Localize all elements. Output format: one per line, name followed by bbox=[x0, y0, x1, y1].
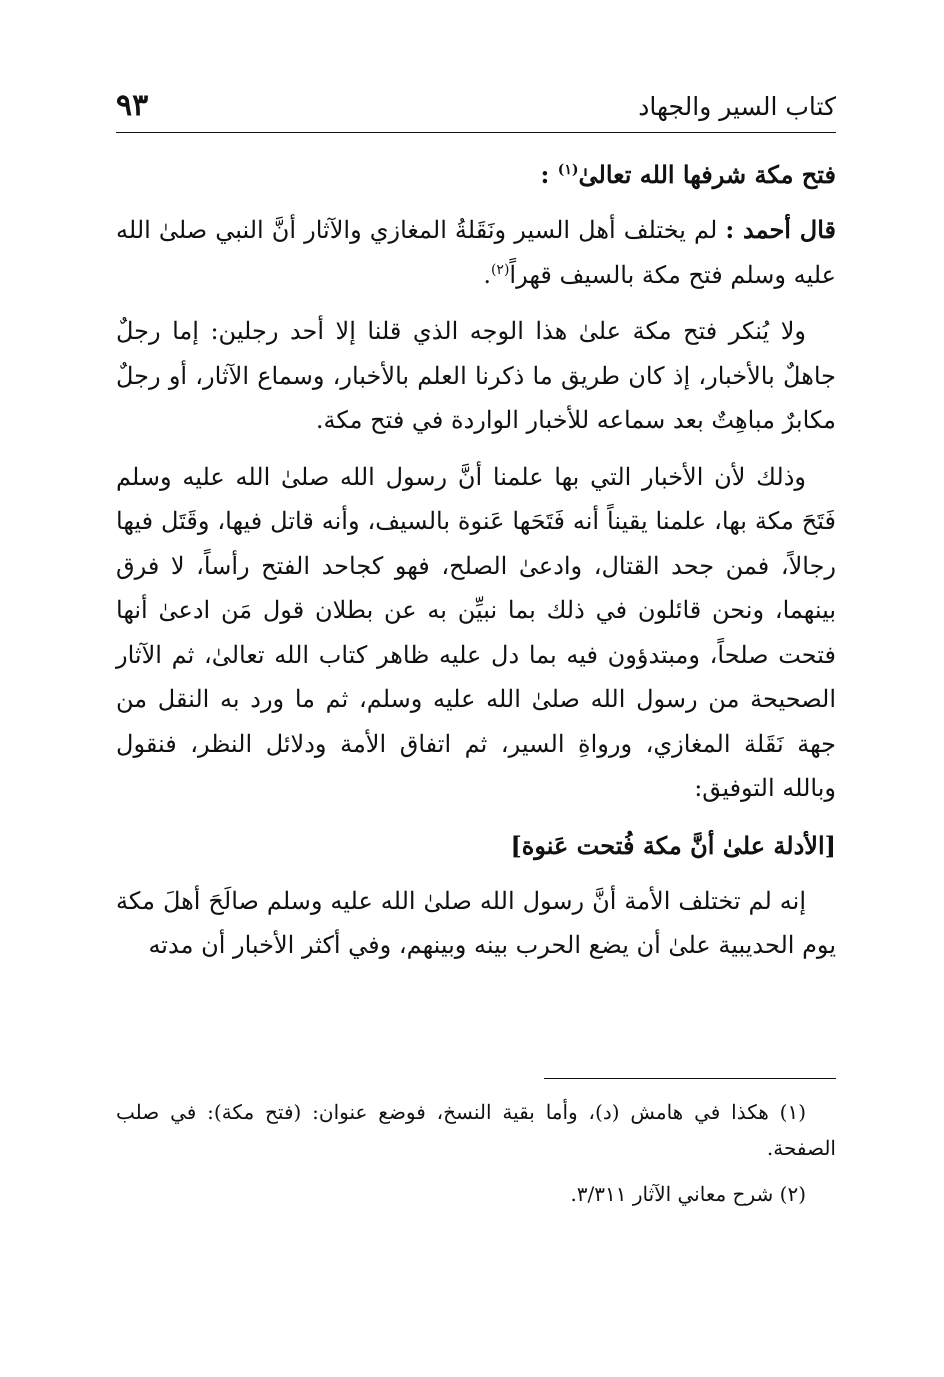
footnote-ref-2[interactable]: (٢) bbox=[490, 261, 510, 278]
page-number: ٩٣ bbox=[116, 88, 149, 123]
chapter-heading-text: فتح مكة شرفها الله تعالىٰ bbox=[578, 160, 836, 189]
paragraph-2: ولا يُنكر فتح مكة علىٰ هذا الوجه الذي قلنا إلا أحد رجلين: إما رجلٌ جاهلٌ بالأخبار، إذ كان طريق ما ذكرنا العلم بالأخبار، وسماع الآثار، أو رجلٌ مكابرٌ مباهِتٌ بعد سماعه للأخبار الواردة في فتح مكة. bbox=[116, 317, 836, 434]
main-text bbox=[116, 152, 836, 980]
heading-colon: : bbox=[540, 160, 558, 189]
book-section-title: كتاب السير والجهاد bbox=[638, 92, 836, 121]
paragraph-4: إنه لم تختلف الأمة أنَّ رسول الله صلىٰ الله عليه وسلم صالَحَ أهلَ مكة يوم الحديبية علىٰ أن يضع الحرب بينه وبينهم، وفي أكثر الأخبار أن مدته bbox=[116, 886, 836, 959]
running-header bbox=[116, 88, 836, 133]
paragraph-3: وذلك لأن الأخبار التي بها علمنا أنَّ رسول الله صلىٰ الله عليه وسلم فَتَحَ مكة بها، علمنا يقيناً أنه فَتَحَها عَنوة بالسيف، وأنه قاتل فيها، وقَتَل فيها رجالاً، فمن جحد القتال، وادعىٰ الصلح، فهو كجاحد الفتح رأساً، لا فرق بينهما، ونحن قائلون في ذلك بما نبيِّن به عن بطلان قول مَن ادعىٰ أنها فتحت صلحاً، ومبتدؤون فيه بما دل عليه ظاهر كتاب الله تعالىٰ، ثم الآثار الصحيحة من رسول الله صلىٰ الله عليه وسلم، ثم ما ورد به النقل من جهة نَقَلة المغازي، ورواةِ السير، ثم اتفاق الأمة ودلائل النظر، فنقول وبالله التوفيق: bbox=[116, 462, 837, 802]
speaker-label: قال أحمد : bbox=[725, 215, 836, 244]
footnote-1: (١) هكذا في هامش (د)، وأما بقية النسخ، فوضع عنوان: (فتح مكة): في صلب الصفحة. bbox=[116, 1100, 836, 1160]
chapter-heading bbox=[116, 152, 836, 198]
footnote-ref-1[interactable]: (١) bbox=[557, 162, 579, 178]
footnotes bbox=[116, 1094, 836, 1222]
paragraph-1-text: لم يختلف أهل السير ونَقَلةُ المغازي والآثار أنَّ النبي صلىٰ الله عليه وسلم فتح مكة بالسيف قهراً bbox=[116, 216, 836, 289]
footnote-2: (٢) شرح معاني الآثار ٣/٣١١. bbox=[570, 1182, 806, 1206]
paragraph-1 bbox=[116, 208, 836, 297]
section-subheading: [الأدلة علىٰ أنَّ مكة فُتحت عَنوة] bbox=[510, 830, 836, 860]
paragraph-1-tail: . bbox=[483, 260, 491, 289]
footnote-separator bbox=[544, 1078, 836, 1079]
